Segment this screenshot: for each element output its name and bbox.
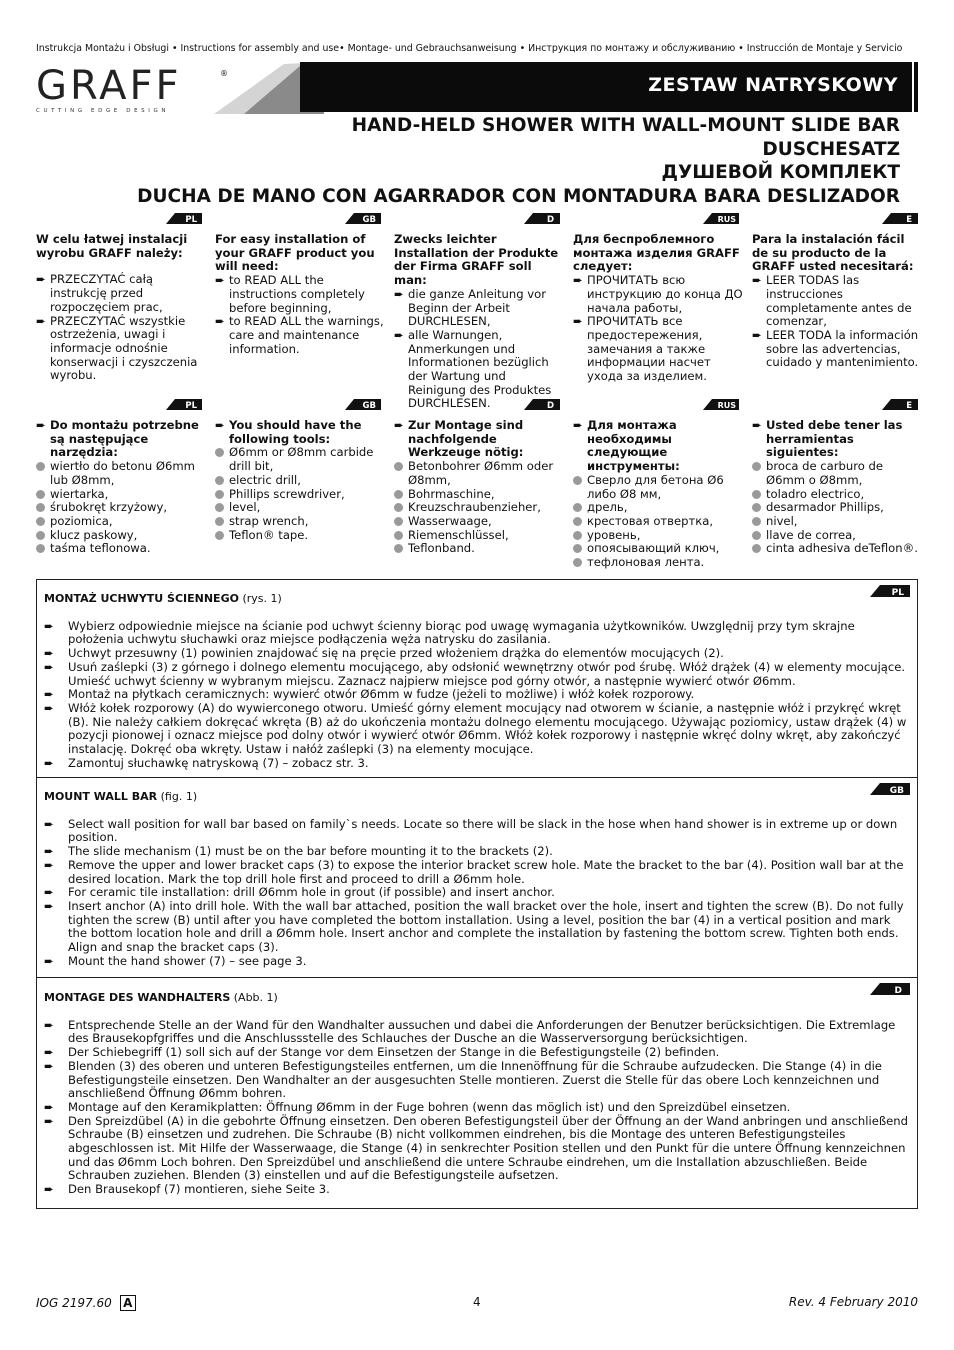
tools-lead: ➨ Для монтажа необходимы следующие инструменты: <box>573 418 680 474</box>
tool-item: Wasserwaage, <box>394 515 564 529</box>
bullet-dot-icon <box>573 531 582 540</box>
tool-item: Kreuzschraubenzieher, <box>394 501 564 515</box>
arrow-bullet-icon: ➨ <box>44 1017 54 1032</box>
section-title: MONTAGE DES WANDHALTERS (Abb. 1) <box>44 991 278 1004</box>
arrow-bullet-icon: ➨ <box>44 1099 54 1114</box>
footer-page-number: 4 <box>473 1295 481 1309</box>
tool-item: level, <box>215 501 385 515</box>
tools-column-pl <box>36 419 206 556</box>
tool-item: nivel, <box>752 515 922 529</box>
bullet-dot-icon <box>215 531 224 540</box>
arrow-bullet-icon: ➨ <box>44 755 54 770</box>
tools-column-gb <box>215 419 385 542</box>
bullet-dot-icon <box>215 476 224 485</box>
product-titles <box>40 114 900 208</box>
tool-item: Сверло для бетона Ø6 либо Ø8 мм, <box>573 474 743 501</box>
tool-item: śrubokręt krzyżowy, <box>36 501 206 515</box>
title-es: DUCHA DE MANO CON AGARRADOR CON MONTADURA BARA DESLIZADOR <box>137 185 900 207</box>
tool-item: Riemenschlüssel, <box>394 529 564 543</box>
graff-logo <box>36 63 236 120</box>
instruction-item: ➨ Włóż kołek rozporowy (A) do wywierconego otworu. Umieść górny element mocujący nad otworem w ścianie, a następnie włóż i przykręć wkręt (B). Nie należy całkiem dokręcać wkręta (B) aż do ukończenia montażu dolnego elementu mocującego. Używając poziomicy, ustaw drążek (4) w pozycji pionowej i oznacz miejsce pod dolny otwór i wywierć otwór Ø6mm. Włóż kołek rozporowy i następnie wkręć dolny wkręt, aby zakończyć instalację. Dokręć oba wkręty. Ustaw i nałóż zaślepki (3) na elementy mocujące. <box>44 700 907 757</box>
section-gb <box>44 790 910 968</box>
intro-column-d <box>394 233 564 411</box>
logo-tagline: CUTTING EDGE DESIGN <box>36 108 170 114</box>
bullet-dot-icon <box>394 544 403 553</box>
title-ru: ДУШЕВОЙ КОМПЛЕКТ <box>661 162 900 183</box>
tool-item: крестовая отвертка, <box>573 515 743 529</box>
lang-tag-label: PL <box>185 215 197 224</box>
arrow-bullet-icon: ➨ <box>36 272 46 287</box>
instruction-item: ➨ Zamontuj słuchawkę natryskową (7) – zobacz str. 3. <box>44 755 369 770</box>
instruction-item: ➨ Blenden (3) des oberen und unteren Befestigungsteiles entfernen, um die Innenöffnung für die Schraube aufzudecken. Die Stange (4) in die Befestigungsteile einsetzen. Den Wandhalter an der ausgesuchten Stelle montieren. Zuerst die Stelle für das obere Loch kennzeichnen und anschließend Öffnung Ø6mm bohren. <box>44 1058 882 1101</box>
tool-item: wiertarka, <box>36 488 206 502</box>
intro-lead: Para la instalación fácil de su producto de la GRAFF usted necesitará: <box>752 232 914 274</box>
instruction-item: ➨ Der Schiebegriff (1) soll sich auf der Stange vor dem Einsetzen der Stange in die Befestigungsteile (2) befinden. <box>44 1045 720 1060</box>
intro-item: ➨ PRZECZYTAĆ wszystkie ostrzeżenia, uwagi i informacje odnośnie konserwacji i czyszczenia wyrobu. <box>36 313 198 383</box>
tool-item: llave de correa, <box>752 529 922 543</box>
lang-tag-gb <box>345 213 381 224</box>
tool-item: cinta adhesiva deTeflon®. <box>752 542 922 556</box>
tool-item: тефлоновая лента. <box>573 556 743 570</box>
intro-column-pl <box>36 233 206 383</box>
instruction-item: ➨ For ceramic tile installation: drill Ø6mm hole in grout (if possible) and insert anchor. <box>44 885 555 900</box>
section-title: MOUNT WALL BAR (fig. 1) <box>44 790 198 803</box>
lang-tag-label: D <box>546 401 554 410</box>
arrow-bullet-icon: ➨ <box>573 418 583 432</box>
instruction-item: ➨ The slide mechanism (1) must be on the bar before mounting it to the brackets (2). <box>44 844 553 859</box>
section-tag-label: D <box>894 986 902 995</box>
tools-lead: ➨ Zur Montage sind nachfolgende Werkzeuge nötig: <box>394 418 524 460</box>
instruction-item: ➨ Den Brausekopf (7) montieren, siehe Seite 3. <box>44 1182 330 1197</box>
arrow-bullet-icon: ➨ <box>44 1045 54 1060</box>
tool-item: desarmador Phillips, <box>752 501 922 515</box>
tools-lead: ➨ You should have the following tools: <box>215 418 362 446</box>
intro-lead: W celu łatwej instalacji wyrobu GRAFF należy: <box>36 232 188 260</box>
tool-item: electric drill, <box>215 474 385 488</box>
bullet-dot-icon <box>752 544 761 553</box>
bullet-dot-icon <box>573 544 582 553</box>
bullet-dot-icon <box>752 531 761 540</box>
instruction-item: ➨ Den Spreizdübel (A) in die gebohrte Öffnung einsetzen. Den oberen Befestigungsteil über der Öffnung an der Wand anbringen und anschließend Schraube (B) einsetzen und zudrehen. Die Schraube (B) nicht vollkommen eindrehen, bis die Montage des unteren Befestigungsteiles abgeschlossen ist. Mit Hilfe der Wasserwaage, die Stange (4) in senkrechter Position stellen und den Punkt für die untere Öffnung kennzeichnen und das Ø6mm Loch bohren. Den Spreizdübel und anschließend die untere Schraube eindrehen, um die Installation abzuschließen. Beide Schrauben zuziehen. Blenden (3) einstellen und auf die Befestigungsteile aufsetzen. <box>44 1113 908 1183</box>
lang-tag-label: RUS <box>717 401 736 410</box>
arrow-bullet-icon: ➨ <box>44 816 54 831</box>
bullet-dot-icon <box>215 517 224 526</box>
languages-line: Instrukcja Montażu i Obsługi • Instructions for assembly and use• Montage- und Gebrauchsanweisung • Инструкция по монтажу и обслуживанию • Instrucción de Montaje y Servicio <box>36 43 903 54</box>
instruction-item: ➨ Remove the upper and lower bracket caps (3) to expose the interior bracket screw hole. Mate the bracket to the bar (4). Position wall bar at the desired location. Mark the top drill hole first and proceed to drill a Ø6mm hole. <box>44 857 904 886</box>
section-d <box>44 991 910 1197</box>
tool-item: poziomica, <box>36 515 206 529</box>
lang-tag-label: D <box>546 215 554 224</box>
tool-item: Teflonband. <box>394 542 564 556</box>
arrow-bullet-icon: ➨ <box>215 314 225 329</box>
arrow-bullet-icon: ➨ <box>752 273 762 288</box>
arrow-bullet-icon: ➨ <box>573 314 583 329</box>
bullet-dot-icon <box>394 531 403 540</box>
intro-lead: Для беспроблемного монтажа изделия GRAFF следует: <box>573 232 740 274</box>
bullet-dot-icon <box>573 476 582 485</box>
intro-item: ➨ to READ ALL the warnings, care and maintenance information. <box>215 314 384 356</box>
lang-tag-e <box>882 399 918 410</box>
instruction-item: ➨ Montaż na płytkach ceramicznych: wywierć otwór Ø6mm w fudze (jeżeli to możliwe) i włóż kołek rozporowy. <box>44 687 695 702</box>
arrow-bullet-icon: ➨ <box>752 327 762 342</box>
arrow-bullet-icon: ➨ <box>44 898 54 913</box>
instruction-item: ➨ Usuń zaślepki (3) z górnego i dolnego elementu mocującego, aby odsłonić wewnętrzny otwór pod śrubę. Włóż drążek (4) w elementy mocujące. Umieść uchwyt ścienny w wybranym miejscu. Zaznacz najpierw miejsce pod górny otwór, a następnie wywierć otwór Ø6mm. <box>44 659 906 688</box>
tool-item: Ø6mm or Ø8mm carbide drill bit, <box>215 446 385 473</box>
lang-tag-label: E <box>906 215 912 224</box>
lang-tag-label: RUS <box>717 215 736 224</box>
bullet-dot-icon <box>394 462 403 471</box>
title-de: DUSCHESATZ <box>762 138 900 160</box>
bullet-dot-icon <box>36 490 45 499</box>
lang-tag-e <box>882 213 918 224</box>
tools-lead: ➨ Usted debe tener las herramientas siguientes: <box>752 418 903 460</box>
intro-item: ➨ LEER TODAS las instrucciones completamente antes de comenzar, <box>752 273 912 329</box>
tool-item: опоясывающий ключ, <box>573 542 743 556</box>
arrow-bullet-icon: ➨ <box>215 418 225 432</box>
arrow-bullet-icon: ➨ <box>44 700 54 715</box>
title-en: HAND-HELD SHOWER WITH WALL-MOUNT SLIDE BAR <box>351 115 900 136</box>
arrow-bullet-icon: ➨ <box>44 618 54 633</box>
intro-item: ➨ alle Warnungen, Anmerkungen und Informationen bezüglich der Wartung und Reinigung des Produktes DURCHLESEN. <box>394 327 552 411</box>
arrow-bullet-icon: ➨ <box>44 687 54 702</box>
arrow-bullet-icon: ➨ <box>36 313 46 328</box>
bullet-dot-icon <box>36 503 45 512</box>
lang-tag-label: PL <box>185 401 197 410</box>
lang-tag-rus <box>703 399 739 410</box>
bullet-dot-icon <box>215 503 224 512</box>
tool-item: taśma teflonowa. <box>36 542 206 556</box>
bullet-dot-icon <box>215 490 224 499</box>
arrow-bullet-icon: ➨ <box>44 885 54 900</box>
arrow-bullet-icon: ➨ <box>44 953 54 968</box>
section-pl <box>44 592 910 770</box>
intro-item: ➨ PRZECZYTAĆ całą instrukcję przed rozpoczęciem prac, <box>36 272 163 314</box>
arrow-bullet-icon: ➨ <box>215 273 225 288</box>
lang-tag-gb <box>345 399 381 410</box>
bullet-dot-icon <box>752 490 761 499</box>
tool-item: уровень, <box>573 529 743 543</box>
bullet-dot-icon <box>394 490 403 499</box>
lang-tag-label: GB <box>362 215 376 224</box>
intro-column-e <box>752 233 922 370</box>
bullet-dot-icon <box>752 517 761 526</box>
tool-item: broca de carburo de Ø6mm o Ø8mm, <box>752 460 922 487</box>
section-tag-label: PL <box>891 588 904 597</box>
arrow-bullet-icon: ➨ <box>752 418 762 432</box>
bullet-dot-icon <box>752 462 761 471</box>
tool-item: Phillips screwdriver, <box>215 488 385 502</box>
arrow-bullet-icon: ➨ <box>44 1182 54 1197</box>
bullet-dot-icon <box>36 531 45 540</box>
arrow-bullet-icon: ➨ <box>394 418 404 432</box>
arrow-bullet-icon: ➨ <box>44 659 54 674</box>
tool-item: Bohrmaschine, <box>394 488 564 502</box>
intro-column-gb <box>215 233 385 356</box>
arrow-bullet-icon: ➨ <box>44 857 54 872</box>
bullet-dot-icon <box>36 517 45 526</box>
tool-item: дрель, <box>573 501 743 515</box>
lang-tag-d <box>524 399 560 410</box>
tool-item: wiertło do betonu Ø6mm lub Ø8mm, <box>36 460 206 487</box>
arrow-bullet-icon: ➨ <box>394 327 404 342</box>
lang-tag-pl <box>166 399 202 410</box>
title-banner <box>300 62 912 112</box>
intro-item: ➨ ПРОЧИТАТЬ всю инструкцию до конца ДО начала работы, <box>573 273 743 315</box>
tool-item: strap wrench, <box>215 515 385 529</box>
logo-registered-mark: ® <box>220 69 228 78</box>
arrow-bullet-icon: ➨ <box>44 844 54 859</box>
arrow-bullet-icon: ➨ <box>44 1113 54 1128</box>
lang-tag-label: GB <box>362 401 376 410</box>
banner-title: ZESTAW NATRYSKOWY <box>648 74 898 96</box>
footer-revision-date: Rev. 4 February 2010 <box>788 1295 918 1309</box>
arrow-bullet-icon: ➨ <box>394 286 404 301</box>
intro-item: ➨ die ganze Anleitung vor Beginn der Arbeit DURCHLESEN, <box>394 286 546 329</box>
footer-doc-code: IOG 2197.60 A <box>36 1295 136 1311</box>
intro-column-rus <box>573 233 743 384</box>
tools-lead: ➨ Do montażu potrzebne są następujące narzędzia: <box>36 418 199 460</box>
lang-tag-label: E <box>906 401 912 410</box>
instruction-item: ➨ Mount the hand shower (7) – see page 3. <box>44 953 307 968</box>
instruction-item: ➨ Entsprechende Stelle an der Wand für den Wandhalter aussuchen und dabei die Anforderungen der Benutzer berücksichtigen. Die Extremlage des Brausekopfgriffes und die Anschlussstelle des Schlauches der Dusche an die Wasserversorgung berücksichtigen. <box>44 1017 896 1046</box>
bullet-dot-icon <box>573 517 582 526</box>
bullet-dot-icon <box>36 544 45 553</box>
bullet-dot-icon <box>394 517 403 526</box>
section-divider <box>36 977 918 978</box>
section-tag-label: GB <box>889 786 904 795</box>
intro-lead: Zwecks leichter Installation der Produkte der Firma GRAFF soll man: <box>394 232 559 288</box>
bullet-dot-icon <box>394 503 403 512</box>
bullet-dot-icon <box>573 558 582 567</box>
instruction-item: ➨ Select wall position for wall bar based on family`s needs. Locate so there will be slack in the hose when hand shower is in extreme up or down position. <box>44 816 898 845</box>
section-title: MONTAŻ UCHWYTU ŚCIENNEGO (rys. 1) <box>44 592 282 605</box>
instruction-item: ➨ Insert anchor (A) into drill hole. With the wall bar attached, position the wall bracket over the hole, insert and tighten the screw (B). Do not fully tighten the screw (B) until after you have completed the bottom installation. Using a level, position the bar (4) in a vertical position and mark the bottom location hole and drill a Ø6mm hole. Insert anchor and complete the installation by fastening the bottom screw. Tighten both ends. Align and snap the bracket caps (3). <box>44 898 904 955</box>
bullet-dot-icon <box>36 462 45 471</box>
lang-tag-pl <box>166 213 202 224</box>
bullet-dot-icon <box>752 503 761 512</box>
intro-item: ➨ LEER TODA la información sobre las advertencias, cuidado y mantenimiento. <box>752 327 919 370</box>
bullet-dot-icon <box>573 503 582 512</box>
lang-tag-rus <box>703 213 739 224</box>
revision-letter-box: A <box>120 1295 136 1311</box>
arrow-bullet-icon: ➨ <box>44 1058 54 1073</box>
bullet-dot-icon <box>215 448 224 457</box>
section-divider <box>36 777 918 778</box>
tool-item: toladro electrico, <box>752 488 922 502</box>
logo-wordmark: GRAFF <box>36 63 182 109</box>
intro-item: ➨ to READ ALL the instructions completely before beginning, <box>215 273 365 315</box>
lang-tag-d <box>524 213 560 224</box>
tools-column-e <box>752 419 922 556</box>
instruction-item: ➨ Wybierz odpowiednie miejsce na ścianie pod uchwyt ścienny biorąc pod uwagę wymagania użytkowników. Uwzględnij przy tym skrajne położenia uchwytu słuchawki oraz miejsce podłączenia węża natrysku do zasilania. <box>44 618 855 647</box>
intro-lead: For easy installation of your GRAFF product you will need: <box>215 232 375 274</box>
arrow-bullet-icon: ➨ <box>573 273 583 288</box>
banner-end-bar <box>914 62 918 112</box>
tools-column-d <box>394 419 564 556</box>
tools-column-rus <box>573 419 743 570</box>
tool-item: klucz paskowy, <box>36 529 206 543</box>
arrow-bullet-icon: ➨ <box>44 646 54 661</box>
instruction-item: ➨ Uchwyt przesuwny (1) powinien znajdować się na pręcie przed włożeniem drążka do elementów mocujących (2). <box>44 646 724 661</box>
tool-item: Betonbohrer Ø6mm oder Ø8mm, <box>394 460 564 487</box>
arrow-bullet-icon: ➨ <box>36 418 46 432</box>
instruction-item: ➨ Montage auf den Keramikplatten: Öffnung Ø6mm in der Fuge bohren (wenn das möglich ist) und den Spreizdübel einsetzen. <box>44 1099 791 1114</box>
tool-item: Teflon® tape. <box>215 529 385 543</box>
intro-item: ➨ ПРОЧИТАТЬ все предостережения, замечания а также информации насчет ухода за изделием. <box>573 314 711 384</box>
